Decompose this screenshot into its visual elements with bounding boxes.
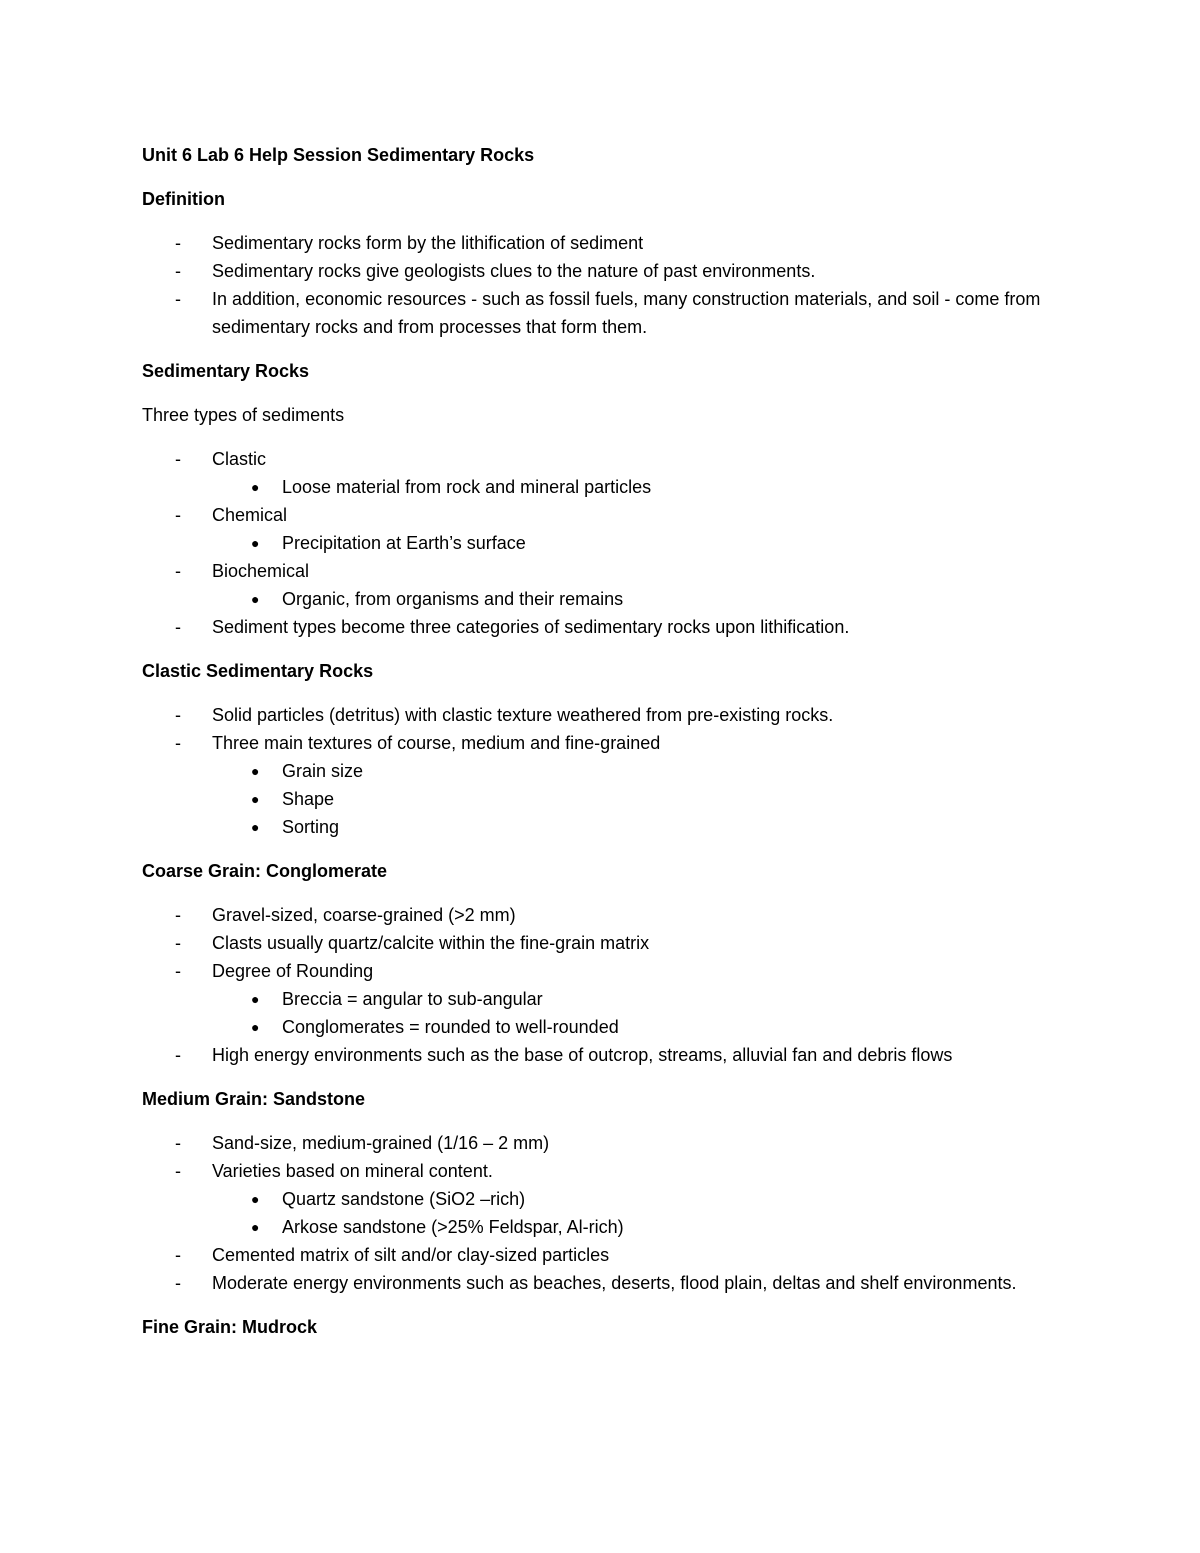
dash-marker: - xyxy=(175,1045,181,1065)
section-heading-fine-grain: Fine Grain: Mudrock xyxy=(142,1317,318,1337)
section-heading-definition: Definition xyxy=(142,189,225,209)
list-item: - Cemented matrix of silt and/or clay-sized particles xyxy=(142,1241,1042,1269)
bullet-marker: ● xyxy=(251,991,260,1007)
dash-marker: - xyxy=(175,261,181,281)
bullet-marker: ● xyxy=(251,591,260,607)
sub-list-item: ● Quartz sandstone (SiO2 –rich) xyxy=(142,1185,1042,1213)
coarse-list xyxy=(142,901,1042,1069)
list-item: - Three main textures of course, medium and fine-grained xyxy=(142,729,1042,757)
list-item: - Degree of Rounding xyxy=(142,957,1042,985)
definition-list xyxy=(142,229,1042,341)
dash-marker: - xyxy=(175,561,181,581)
list-item: - Sedimentary rocks give geologists clues to the nature of past environments. xyxy=(142,257,1042,285)
dash-marker: - xyxy=(175,905,181,925)
sub-list-item: ● Sorting xyxy=(142,813,1042,841)
sub-list-item: ● Breccia = angular to sub-angular xyxy=(142,985,1042,1013)
document-body xyxy=(142,141,1042,1341)
sediment-types-list xyxy=(142,445,1042,641)
dash-marker: - xyxy=(175,233,181,253)
document-title: Unit 6 Lab 6 Help Session Sedimentary Rocks xyxy=(142,145,535,165)
bullet-marker: ● xyxy=(251,1219,260,1235)
bullet-marker: ● xyxy=(251,1019,260,1035)
dash-marker: - xyxy=(175,961,181,981)
dash-marker: - xyxy=(175,705,181,725)
section-heading-clastic: Clastic Sedimentary Rocks xyxy=(142,661,374,681)
section-heading-medium-grain: Medium Grain: Sandstone xyxy=(142,1089,366,1109)
list-item: - Sand-size, medium-grained (1/16 – 2 mm) xyxy=(142,1129,1042,1157)
list-item: - Sedimentary rocks form by the lithification of sediment xyxy=(142,229,1042,257)
bullet-marker: ● xyxy=(251,479,260,495)
sub-list-item: ● Precipitation at Earth’s surface xyxy=(142,529,1042,557)
dash-marker: - xyxy=(175,505,181,525)
bullet-marker: ● xyxy=(251,535,260,551)
dash-marker: - xyxy=(175,617,181,637)
sub-list-item: ● Loose material from rock and mineral particles xyxy=(142,473,1042,501)
bullet-marker: ● xyxy=(251,791,260,807)
sub-list-item: ● Conglomerates = rounded to well-rounded xyxy=(142,1013,1042,1041)
dash-marker: - xyxy=(175,933,181,953)
bullet-marker: ● xyxy=(251,819,260,835)
list-item: - Sediment types become three categories of sedimentary rocks upon lithification. xyxy=(142,613,1042,641)
dash-marker: - xyxy=(175,1161,181,1181)
list-item: - Varieties based on mineral content. xyxy=(142,1157,1042,1185)
bullet-marker: ● xyxy=(251,1191,260,1207)
list-item: - Clastic xyxy=(142,445,1042,473)
clastic-list xyxy=(142,701,1042,841)
section-heading-coarse-grain: Coarse Grain: Conglomerate xyxy=(142,861,388,881)
sub-list-item: ● Shape xyxy=(142,785,1042,813)
dash-marker: - xyxy=(175,733,181,753)
sub-list-item: ● Grain size xyxy=(142,757,1042,785)
dash-marker: - xyxy=(175,449,181,469)
list-item: - Moderate energy environments such as beaches, deserts, flood plain, deltas and shelf environments. xyxy=(142,1269,1042,1297)
list-item: - Clasts usually quartz/calcite within the fine-grain matrix xyxy=(142,929,1042,957)
dash-marker: - xyxy=(175,1273,181,1293)
dash-marker: - xyxy=(175,1133,181,1153)
list-item: - Chemical xyxy=(142,501,1042,529)
section-heading-sedimentary-rocks: Sedimentary Rocks xyxy=(142,361,310,381)
sub-list-item: ● Arkose sandstone (>25% Feldspar, Al-rich) xyxy=(142,1213,1042,1241)
dash-marker: - xyxy=(175,289,181,309)
list-item: - In addition, economic resources - such as fossil fuels, many construction materials, and soil - come from sedimentary rocks and from processes that form them. xyxy=(142,285,1042,341)
bullet-marker: ● xyxy=(251,763,260,779)
list-item: - High energy environments such as the base of outcrop, streams, alluvial fan and debris flows xyxy=(142,1041,1042,1069)
intro-text: Three types of sediments xyxy=(142,405,345,425)
dash-marker: - xyxy=(175,1245,181,1265)
medium-list xyxy=(142,1129,1042,1297)
list-item: - Gravel-sized, coarse-grained (>2 mm) xyxy=(142,901,1042,929)
list-item: - Solid particles (detritus) with clastic texture weathered from pre-existing rocks. xyxy=(142,701,1042,729)
list-item: - Biochemical xyxy=(142,557,1042,585)
sub-list-item: ● Organic, from organisms and their remains xyxy=(142,585,1042,613)
